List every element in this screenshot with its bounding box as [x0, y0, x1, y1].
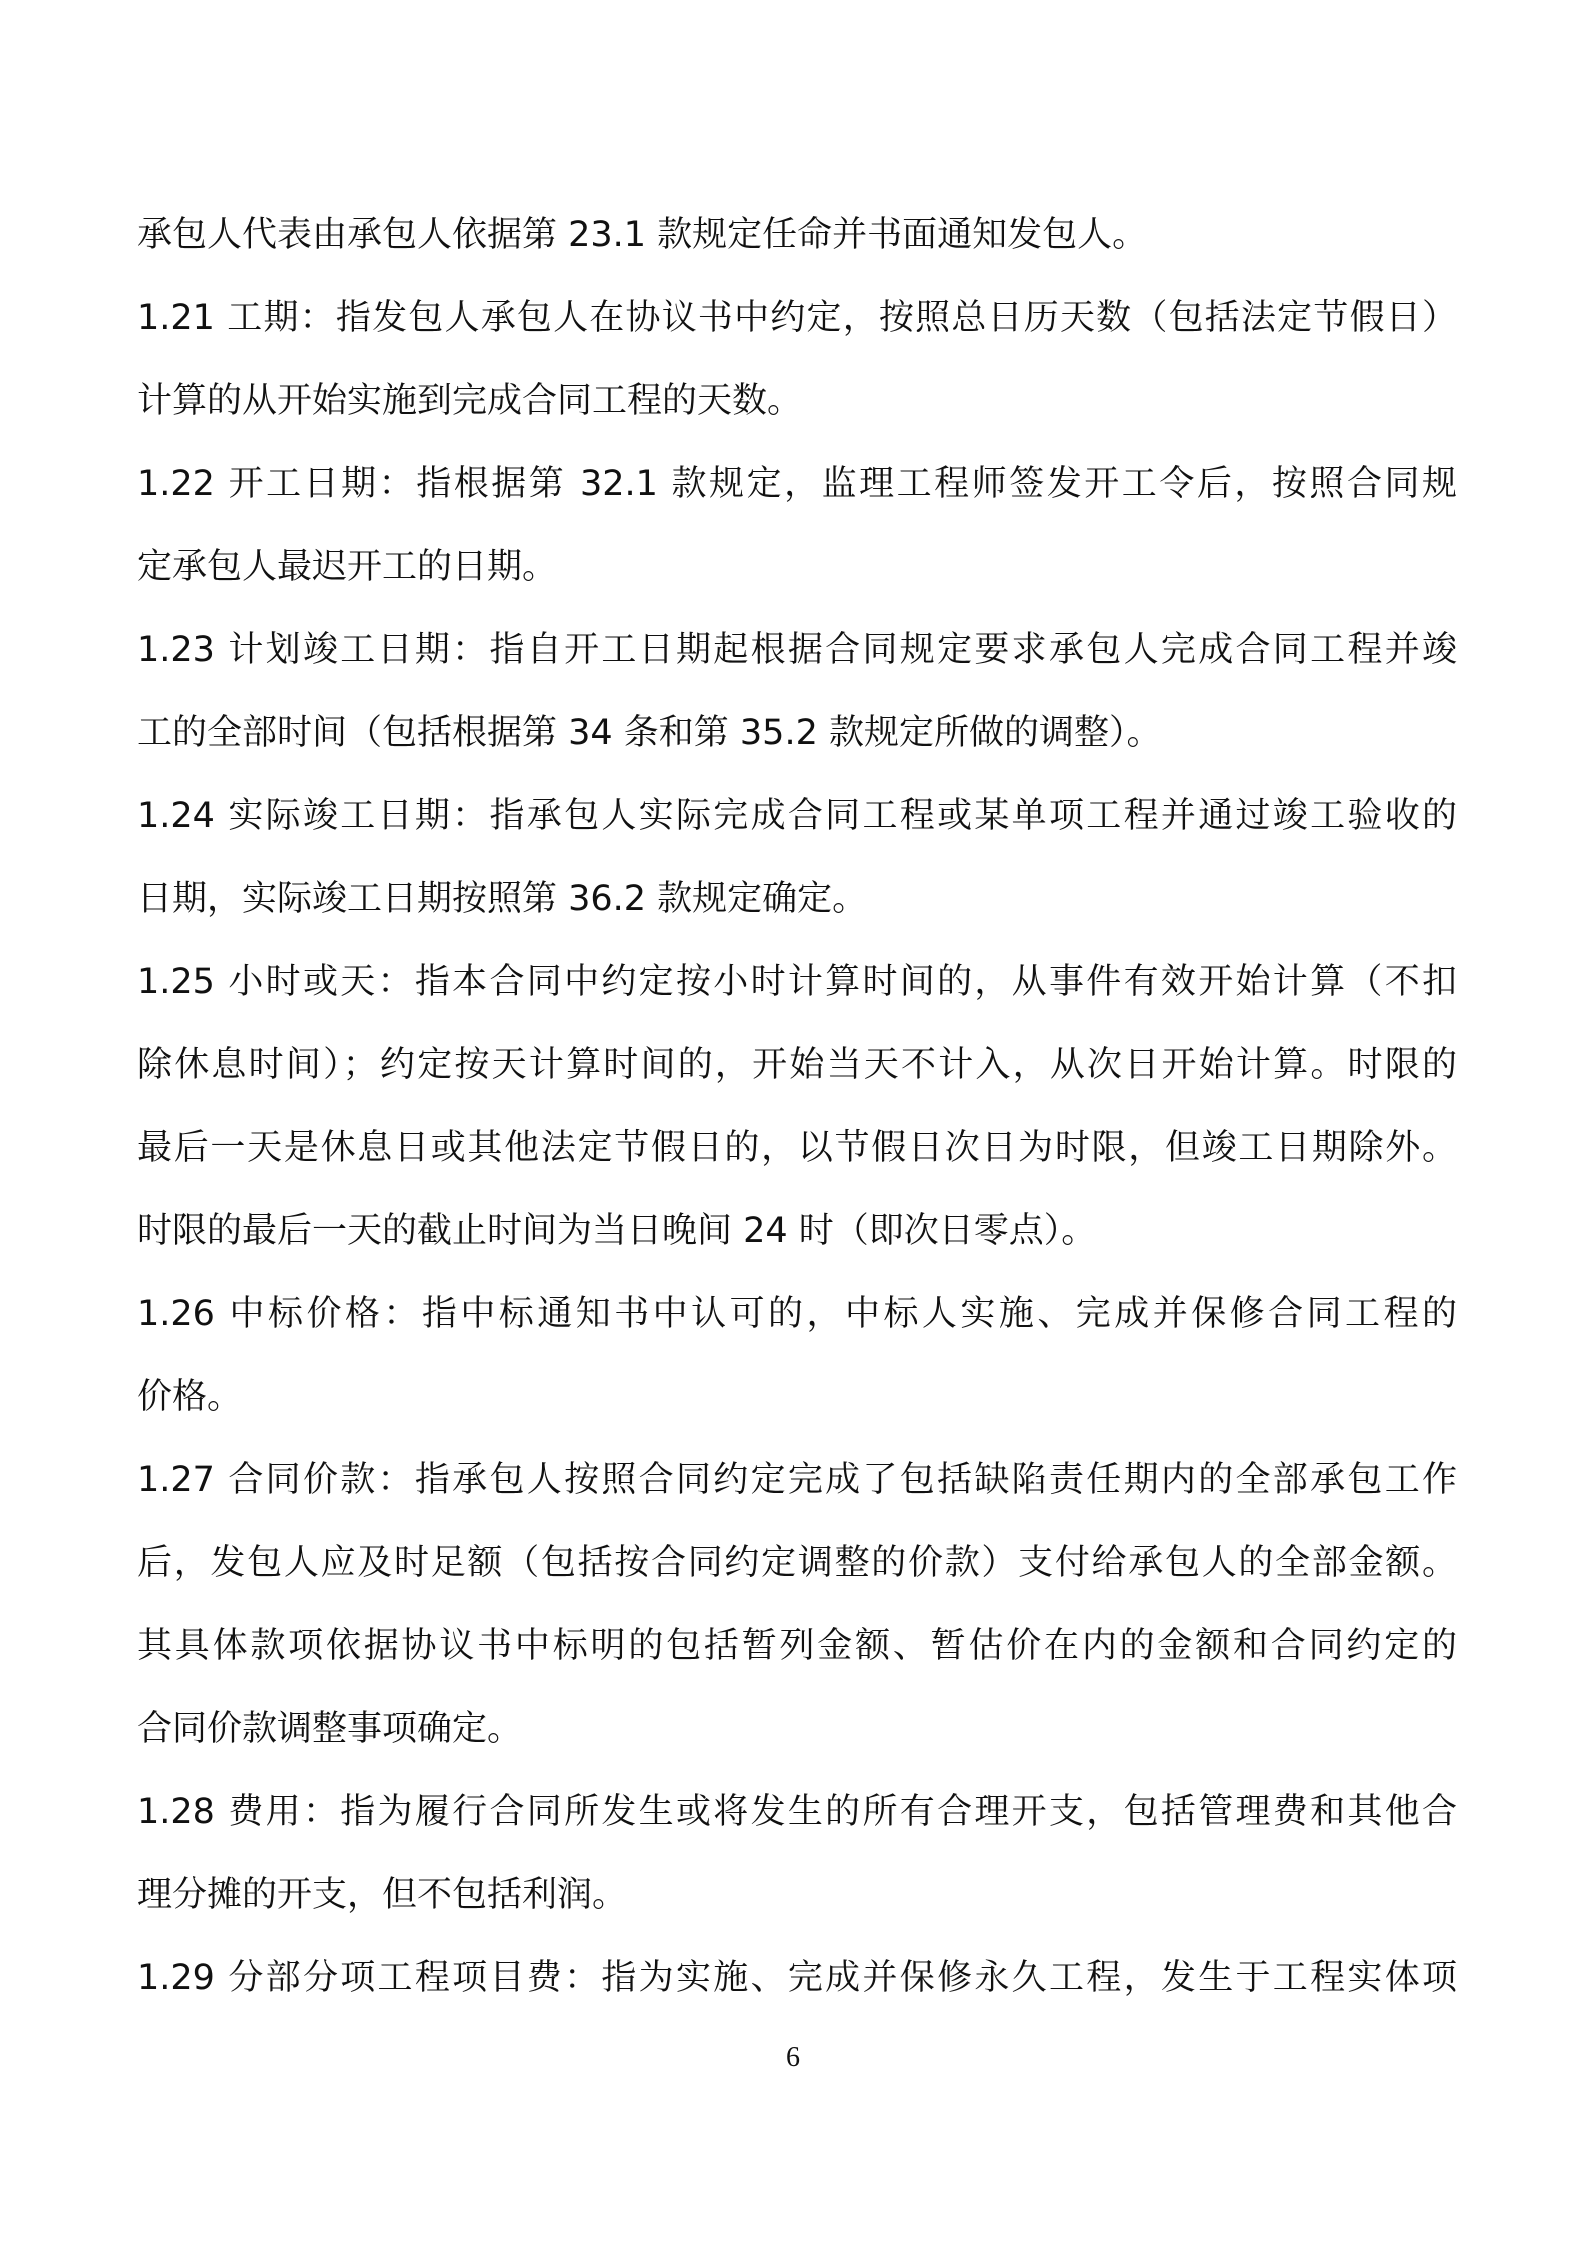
text-line: 工的全部时间（包括根据第 34 条和第 35.2 款规定所做的调整）。: [137, 713, 1162, 753]
text-line: 计算的从开始实施到完成合同工程的天数。: [137, 381, 803, 421]
text-line: 1.29 分部分项工程项目费：指为实施、完成并保修永久工程，发生于工程实体项: [137, 1958, 1457, 1998]
text-line: 1.27 合同价款：指承包人按照合同约定完成了包括缺陷责任期内的全部承包工作: [137, 1460, 1457, 1500]
text-line: 1.28 费用：指为履行合同所发生或将发生的所有合理开支，包括管理费和其他合: [137, 1792, 1457, 1832]
text-line: 其具体款项依据协议书中标明的包括暂列金额、暂估价在内的金额和合同约定的: [137, 1626, 1457, 1666]
text-line: 1.22 开工日期：指根据第 32.1 款规定，监理工程师签发开工令后，按照合同规: [137, 464, 1457, 504]
text-line: 1.24 实际竣工日期：指承包人实际完成合同工程或某单项工程并通过竣工验收的: [137, 796, 1457, 836]
text-line: 日期，实际竣工日期按照第 36.2 款规定确定。: [137, 879, 868, 919]
page-number: 6: [786, 2042, 800, 2073]
text-line: 1.23 计划竣工日期：指自开工日期起根据合同规定要求承包人完成合同工程并竣: [137, 630, 1457, 670]
text-line: 最后一天是休息日或其他法定节假日的，以节假日次日为时限，但竣工日期除外。: [137, 1128, 1457, 1168]
text-line: 除休息时间）；约定按天计算时间的，开始当天不计入，从次日开始计算。时限的: [137, 1045, 1457, 1085]
text-line: 1.21 工期：指发包人承包人在协议书中约定，按照总日历天数（包括法定节假日）: [137, 298, 1457, 338]
document-body: [137, 194, 1457, 2020]
text-line: 定承包人最迟开工的日期。: [137, 547, 558, 587]
text-line: 价格。: [137, 1377, 243, 1417]
text-line: 1.25 小时或天：指本合同中约定按小时计算时间的，从事件有效开始计算（不扣: [137, 962, 1457, 1002]
text-line: 时限的最后一天的截止时间为当日晚间 24 时（即次日零点）。: [137, 1211, 1097, 1251]
text-line: 承包人代表由承包人依据第 23.1 款规定任命并书面通知发包人。: [137, 215, 1148, 255]
text-line: 合同价款调整事项确定。: [137, 1709, 523, 1749]
text-line: 后，发包人应及时足额（包括按合同约定调整的价款）支付给承包人的全部金额。: [137, 1543, 1457, 1583]
text-line: 1.26 中标价格：指中标通知书中认可的，中标人实施、完成并保修合同工程的: [137, 1294, 1457, 1334]
text-line: 理分摊的开支，但不包括利润。: [137, 1875, 628, 1915]
